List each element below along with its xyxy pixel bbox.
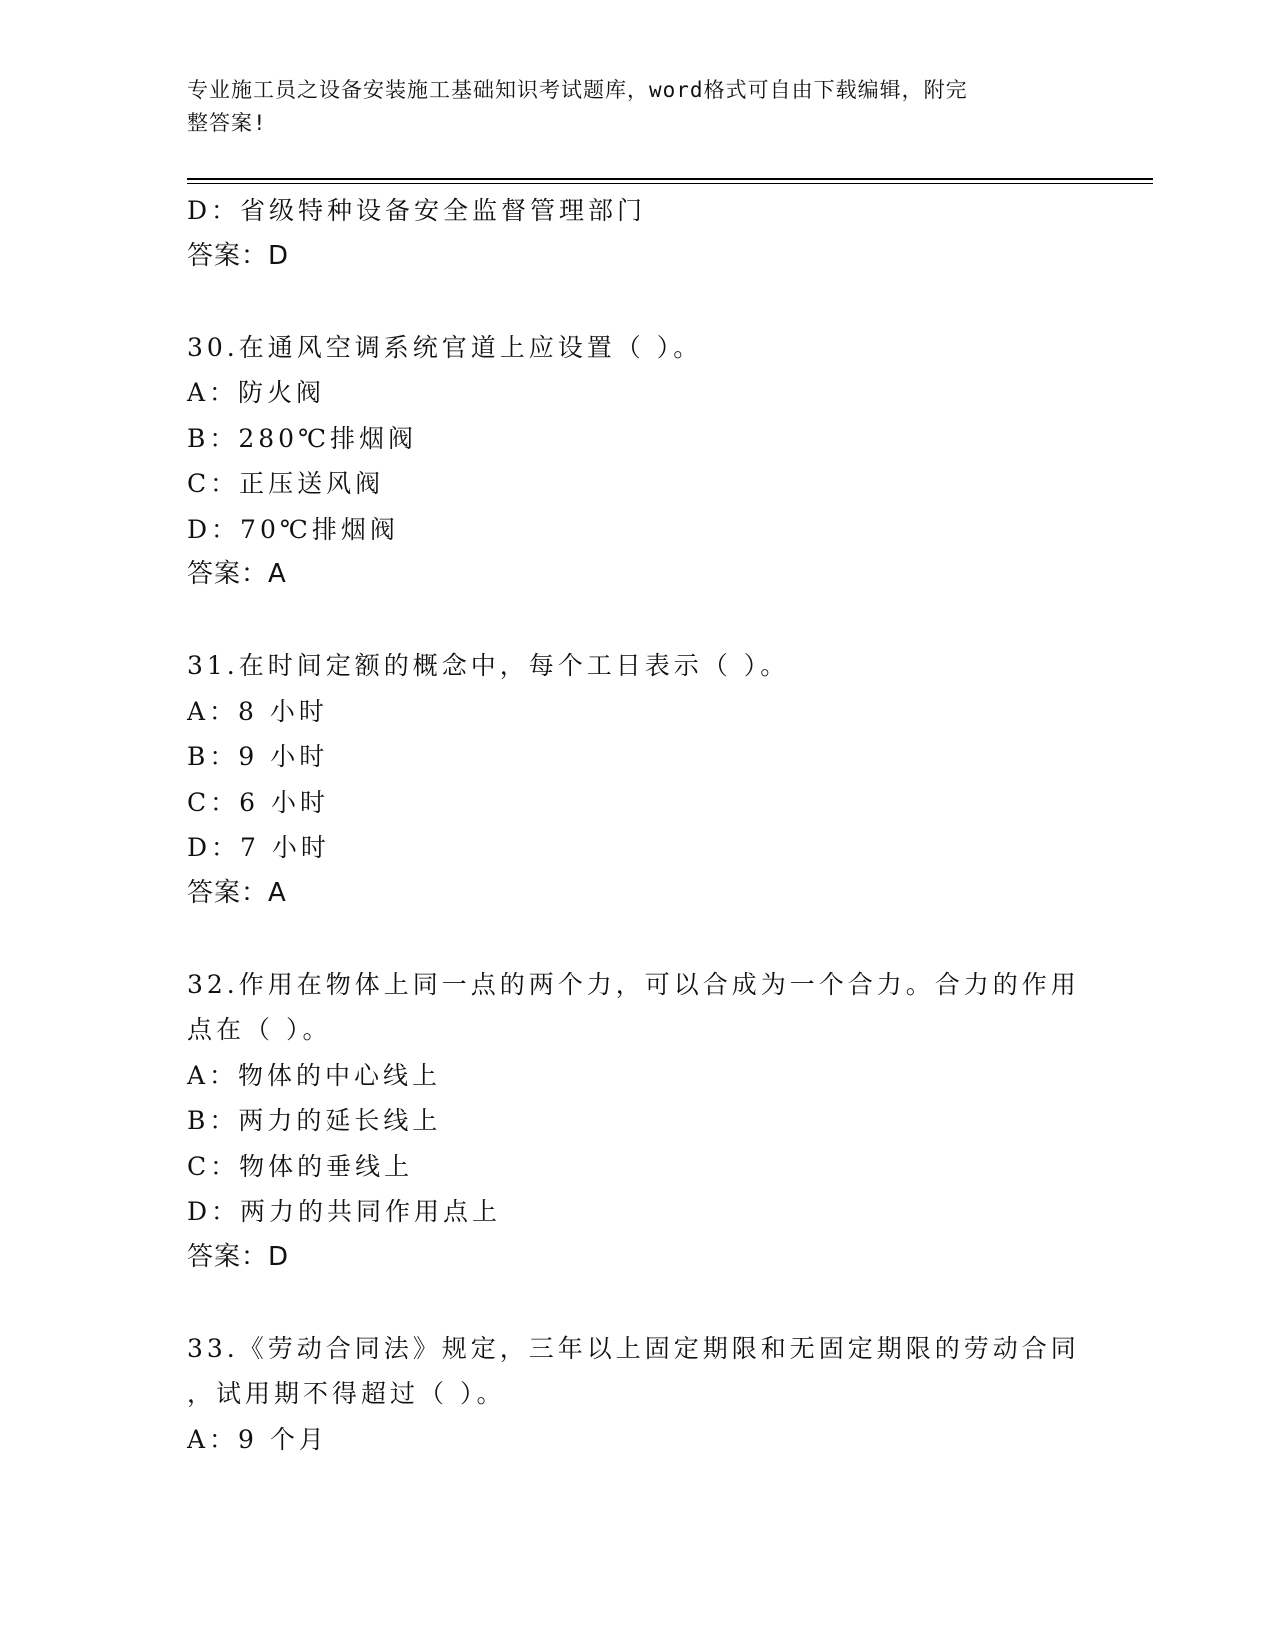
spacer <box>187 1280 1087 1326</box>
answer: 答案：D <box>187 240 290 271</box>
option-a: A：8 小时 <box>187 696 328 726</box>
option-b: B：280℃排烟阀 <box>187 423 418 453</box>
answer: 答案：D <box>187 1241 290 1272</box>
question-stem: 31.在时间定额的概念中，每个工日表示（ ）。 <box>187 651 790 680</box>
question-32 <box>187 962 1087 1281</box>
option-a: A：9 个月 <box>187 1424 328 1454</box>
answer: 答案：A <box>187 877 287 908</box>
header-title-line-1: 专业施工员之设备安装施工基础知识考试题库，word格式可自由下载编辑，附完 <box>187 78 968 102</box>
question-30 <box>187 325 1087 598</box>
question-stem-line-2: ，试用期不得超过（ ）。 <box>187 1379 506 1408</box>
option-d: D：7 小时 <box>187 833 330 862</box>
document-header <box>187 74 1067 140</box>
spacer <box>187 916 1087 962</box>
question-stem-line-1: 33.《劳动合同法》规定，三年以上固定期限和无固定期限的劳动合同 <box>187 1333 1080 1363</box>
option-d: D：两力的共同作用点上 <box>187 1197 502 1226</box>
option-c: C：物体的垂线上 <box>187 1151 414 1181</box>
header-rule-thin <box>187 183 1153 184</box>
question-stem-line-1: 32.作用在物体上同一点的两个力，可以合成为一个合力。合力的作用 <box>187 969 1080 999</box>
spacer <box>187 279 1087 325</box>
option-b: B：9 小时 <box>187 742 329 771</box>
spacer <box>187 598 1087 644</box>
header-title-line-2: 整答案! <box>187 111 267 135</box>
answer: 答案：A <box>187 559 287 589</box>
option-b: B：两力的延长线上 <box>187 1106 442 1135</box>
option-c: C：正压送风阀 <box>187 469 385 498</box>
question-stem: 30.在通风空调系统官道上应设置（ ）。 <box>187 332 703 362</box>
question-stem-line-2: 点在（ ）。 <box>187 1015 332 1044</box>
option-a: A：防火阀 <box>187 378 326 407</box>
question-33 <box>187 1326 1087 1463</box>
question-29-tail <box>187 188 1087 279</box>
option-d: D：70℃排烟阀 <box>187 514 399 544</box>
header-rule-thick <box>187 178 1153 180</box>
question-31 <box>187 643 1087 916</box>
option-c: C：6 小时 <box>187 787 329 817</box>
option-d: D：省级特种设备安全监督管理部门 <box>187 196 647 225</box>
question-list <box>187 188 1087 1462</box>
option-a: A：物体的中心线上 <box>187 1060 442 1090</box>
